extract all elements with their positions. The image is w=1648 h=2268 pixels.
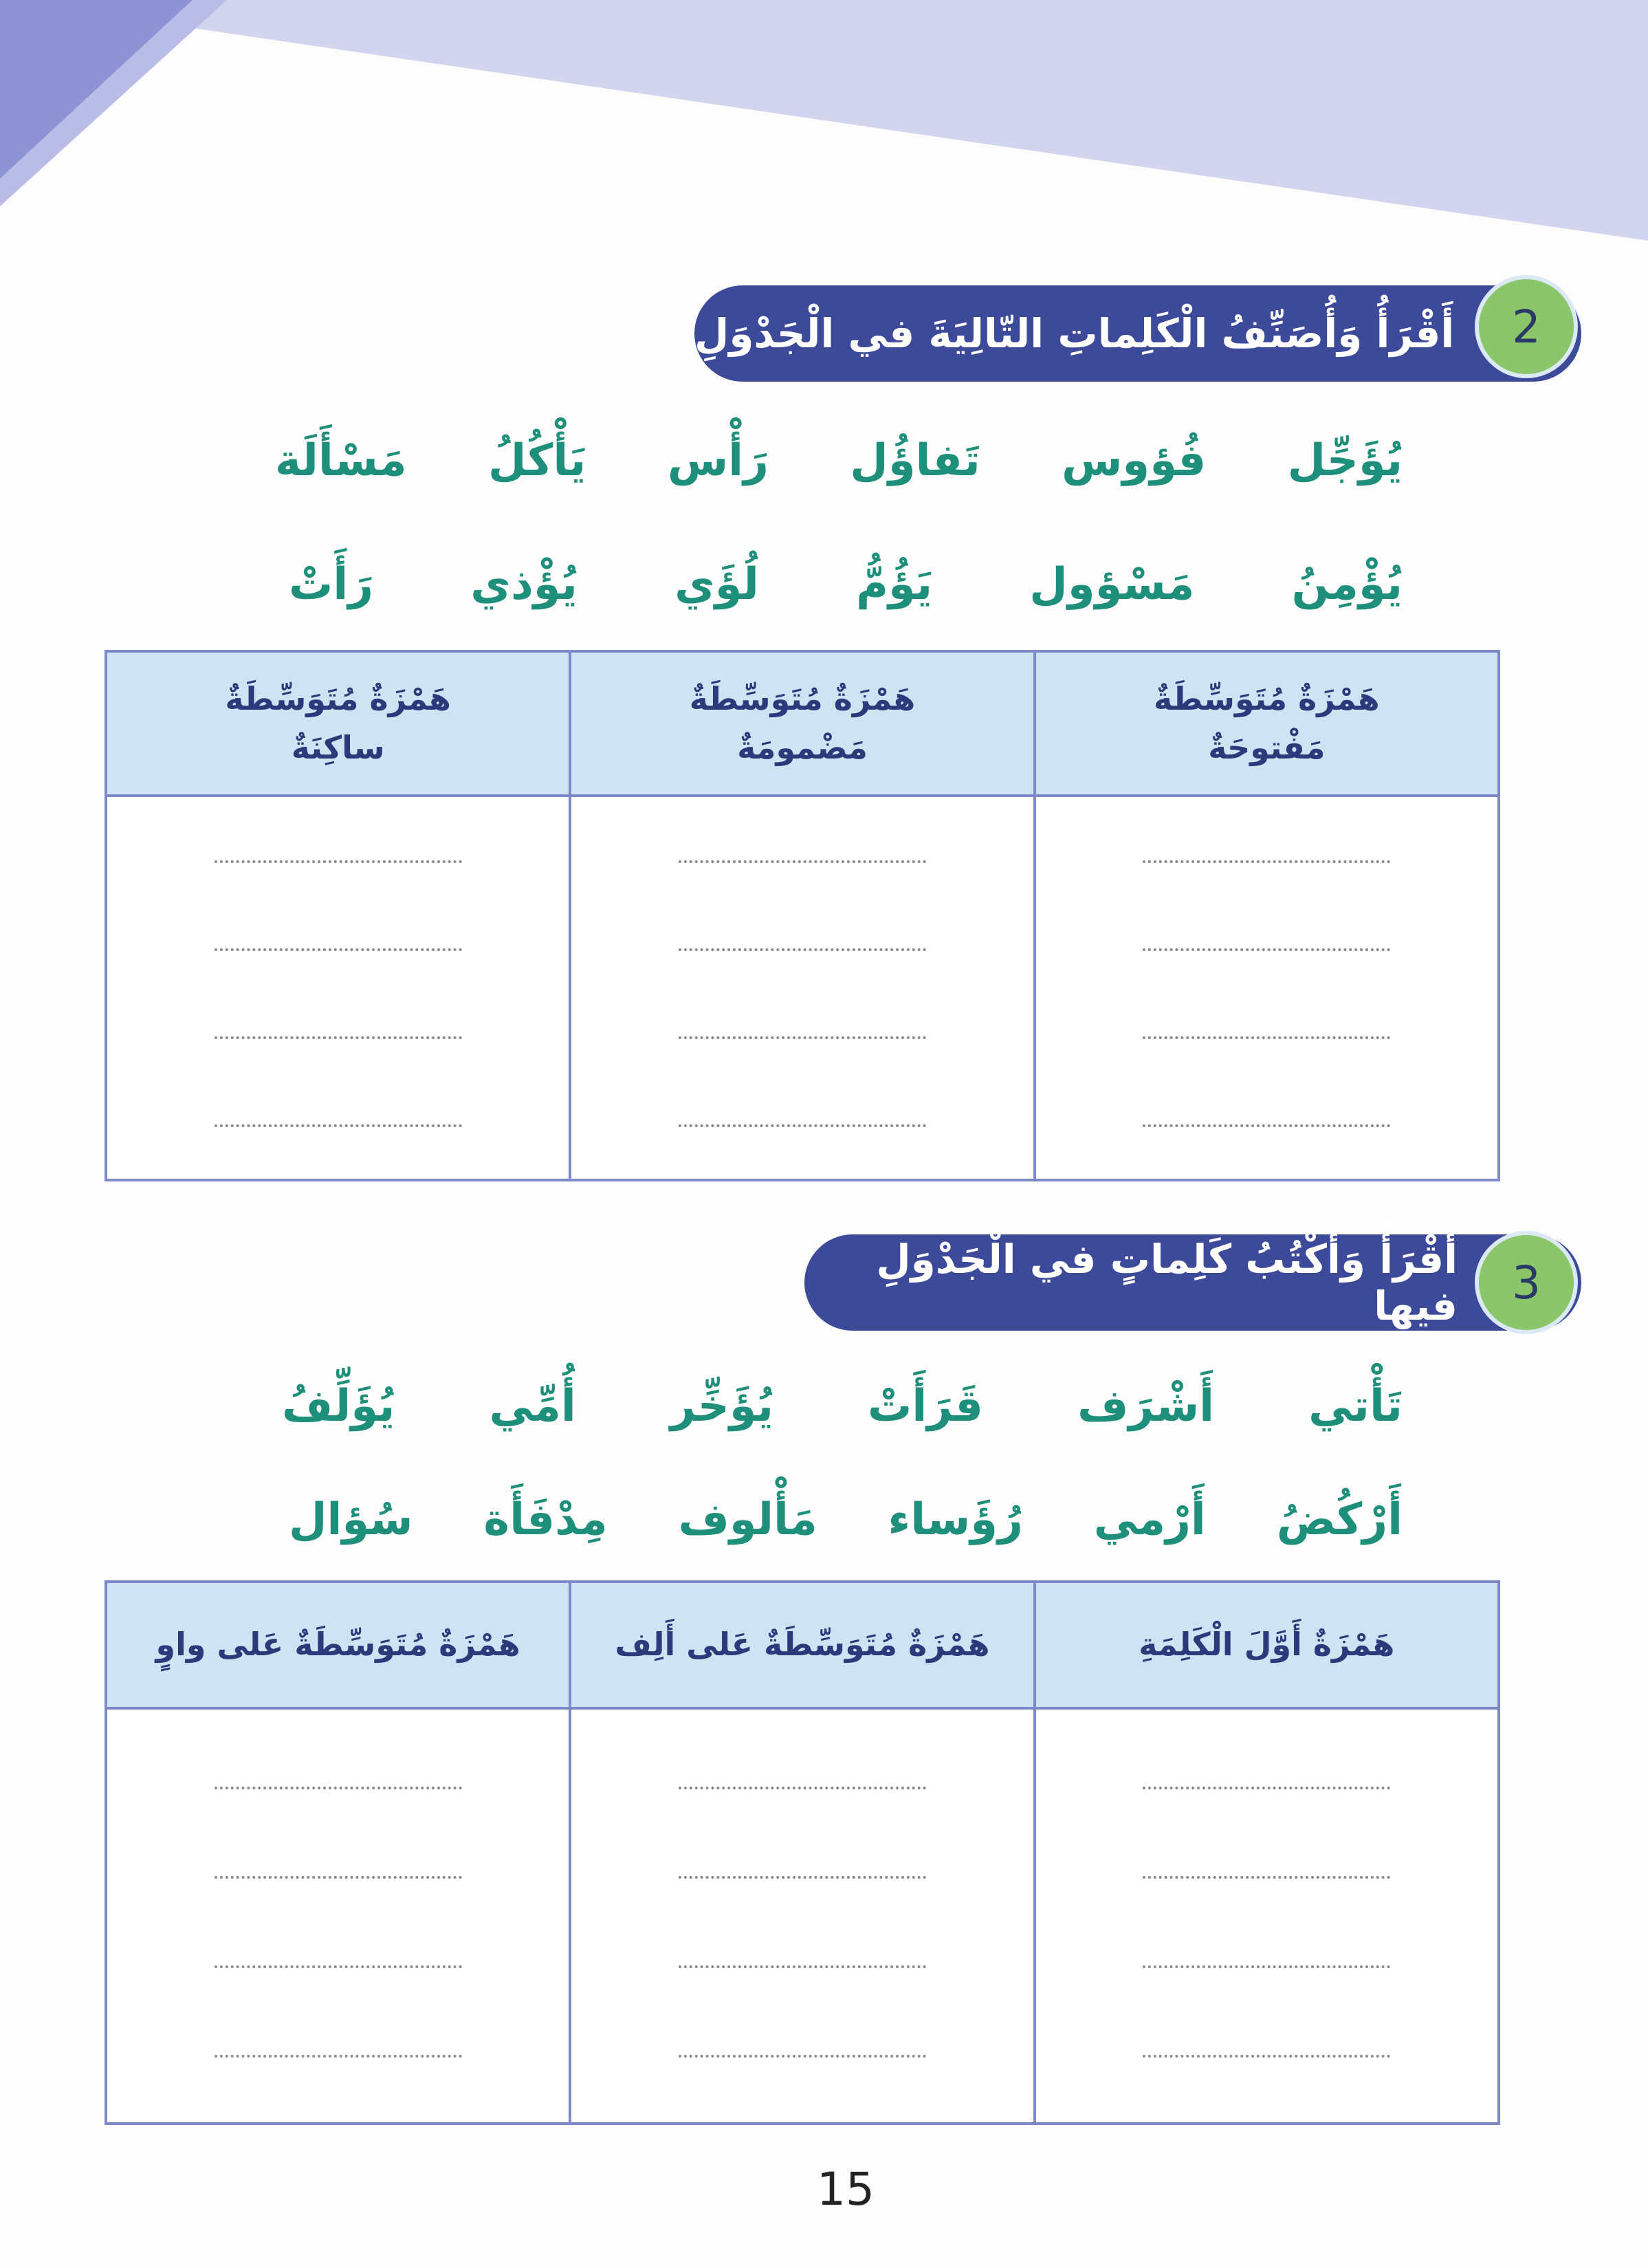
answer-line[interactable] [679,1036,926,1039]
section-2-word-row-1 [275,426,1403,495]
word: رُؤَساء [888,1494,1023,1545]
table-header-row [106,1582,1499,1708]
answer-line[interactable] [215,1965,462,1968]
answer-cell[interactable] [570,796,1034,1180]
answer-line[interactable] [679,1876,926,1879]
section-2-table [105,650,1500,1181]
answer-cell[interactable] [106,1708,570,2124]
header-line-1: هَمْزَةٌ مُتَوَسِّطَةٌ [689,679,916,717]
section-2-word-row-2 [289,550,1403,619]
answer-line[interactable] [679,1787,926,1789]
answer-cell[interactable] [1035,1708,1499,2124]
word: يُؤَخِّر [670,1381,773,1432]
table-header-cell [570,651,1034,796]
answer-line[interactable] [1143,1036,1390,1039]
answer-line[interactable] [215,1124,462,1127]
answer-line[interactable] [1143,948,1390,951]
word: أُمِّي [489,1381,576,1432]
word: مِدْفَأَة [483,1494,608,1545]
word: تَفاؤُل [850,435,980,486]
section-2-number-badge [1475,275,1578,378]
answer-line[interactable] [215,1787,462,1789]
answer-line[interactable] [679,948,926,951]
table-header-cell [1035,651,1499,796]
answer-line[interactable] [215,1876,462,1879]
word: لُؤَي [674,559,759,610]
header-label: هَمْزَةٌ أَوَّلَ الْكَلِمَةِ [1139,1626,1395,1664]
header-line-2: مَضْمومَةٌ [737,729,868,766]
word: مَسْأَلَة [275,435,407,486]
word: أَرْمي [1093,1494,1206,1545]
answer-line[interactable] [215,948,462,951]
table-answer-row [106,796,1499,1180]
section-3-title: أَقْرَأُ وَأَكْتُبُ كَلِماتٍ في الْجَدْوَلِ فيها [876,1236,1458,1329]
word: سُؤال [289,1494,413,1545]
section-2-number: 2 [1512,300,1541,353]
answer-line[interactable] [679,1124,926,1127]
table-header-cell [570,1582,1034,1708]
section-3-number-badge [1475,1231,1578,1334]
word: يَؤُمُّ [856,559,933,610]
answer-line[interactable] [1143,1876,1390,1879]
word: يُؤَلِّفُ [282,1381,395,1432]
answer-line[interactable] [1143,1965,1390,1968]
word: يَأْكُلُ [488,435,586,486]
table-header-cell [1035,1582,1499,1708]
word: يُؤْمِنُ [1291,559,1403,610]
table-header-row [106,651,1499,796]
answer-line[interactable] [1143,1124,1390,1127]
answer-cell[interactable] [106,796,570,1180]
word: مَأْلوف [678,1494,817,1545]
answer-line[interactable] [215,2055,462,2058]
answer-line[interactable] [679,860,926,863]
section-2-header [694,285,1581,382]
table-header-cell [106,651,570,796]
table-header-cell [106,1582,570,1708]
word: يُؤَجِّل [1287,435,1403,486]
word: أَشْرَف [1077,1381,1215,1432]
header-label: هَمْزَةٌ مُتَوَسِّطَةٌ عَلى أَلِف [615,1626,990,1664]
section-2-title: أَقْرَأُ وَأُصَنِّفُ الْكَلِماتِ التّالِيَةَ في الْجَدْوَلِ [694,310,1455,357]
answer-cell[interactable] [1035,796,1499,1180]
word: أَرْكُضُ [1276,1494,1403,1545]
answer-cell[interactable] [570,1708,1034,2124]
page-number: 15 [817,2163,875,2216]
header-line-1: هَمْزَةٌ مُتَوَسِّطَةٌ [225,679,451,717]
section-3-number: 3 [1512,1256,1541,1309]
word: فُؤوس [1062,435,1207,486]
word: رَأَتْ [289,559,374,610]
section-3-word-row-2 [289,1485,1403,1554]
answer-line[interactable] [215,1036,462,1039]
header-line-2: ساكِنَةٌ [291,729,385,766]
table-answer-row [106,1708,1499,2124]
answer-line[interactable] [679,1965,926,1968]
answer-line[interactable] [1143,2055,1390,2058]
header-line-1: هَمْزَةٌ مُتَوَسِّطَةٌ [1154,679,1380,717]
word: مَسْؤول [1029,559,1195,610]
answer-line[interactable] [1143,860,1390,863]
answer-line[interactable] [1143,1787,1390,1789]
answer-line[interactable] [215,860,462,863]
answer-line[interactable] [679,2055,926,2058]
header-label: هَمْزَةٌ مُتَوَسِّطَةٌ عَلى واوٍ [155,1626,520,1664]
word: تَأْتي [1308,1381,1403,1432]
word: يُؤْذي [470,559,578,610]
word: رَأْس [667,435,769,486]
section-3-table [105,1580,1500,2125]
word: قَرَأَتْ [868,1381,983,1432]
section-3-word-row-1 [282,1372,1403,1441]
header-line-2: مَفْتوحَةٌ [1208,729,1326,766]
section-3-header [804,1234,1581,1331]
